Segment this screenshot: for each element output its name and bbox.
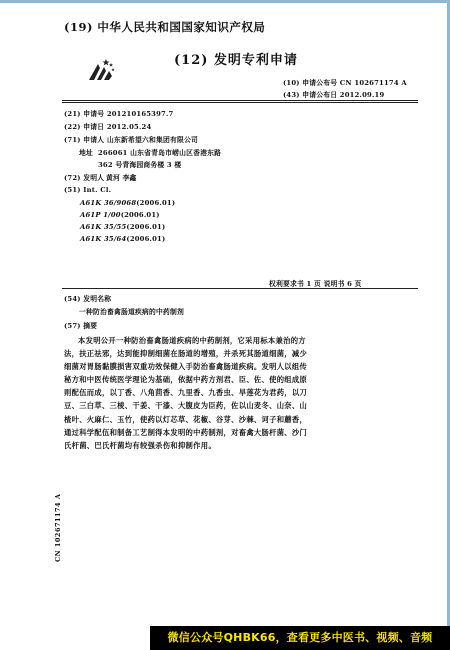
publication-number: (10) 申请公布号 CN 102671174 A bbox=[283, 79, 407, 87]
page-count: 权利要求书 1 页 说明书 6 页 bbox=[269, 280, 362, 288]
abstract-text: 本发明公开一种防治畜禽肠道疾病的中药制剂，它采用标本兼治的方法，扶正祛邪，达到能抑制细菌在肠道的增殖，并杀死其肠道细菌，减少细菌对胃肠黏膜损害双重功效保健入手防治畜禽肠道疾病。发明人以组传秘方和中医传统医学理论为基础，依据中药方剂君、臣、佐、使的组成原则配伍而成，以丁香、八角茴香、九里香、九香虫、旱莲花为君药，以刀豆、三白草、三棱、干姜、干漆、大腹皮为臣药，佐以山麦冬、山奈、山楂叶、火麻仁、玉竹，使药以灯芯草、花椒、谷芽、沙棘、诃子和蘑香，通过科学配伍和制备工艺制得本发明的中药制剂，对畜禽大肠杆菌、沙门氏杆菌、巴氏杆菌均有较强杀伤和抑制作用。 bbox=[64, 336, 308, 450]
applicant-label: (71) 申请人 bbox=[64, 136, 105, 144]
ipc-code: A61P 1/00 bbox=[80, 211, 121, 219]
abstract-label: (57) 摘要 bbox=[64, 322, 98, 330]
header-divider bbox=[62, 100, 418, 101]
ipc-date: (2006.01) bbox=[126, 223, 166, 231]
ipc-date: (2006.01) bbox=[126, 235, 166, 243]
application-date: (22) 申请日 2012.05.24 bbox=[64, 123, 152, 131]
ipc-row bbox=[80, 211, 160, 219]
applicant-name: 山东新希望六和集团有限公司 bbox=[107, 136, 198, 144]
ipc-row bbox=[80, 199, 175, 207]
address-line-1: 266061 山东省青岛市崂山区香港东路 bbox=[98, 149, 222, 157]
side-publication-number: CN 102671174 A bbox=[54, 493, 62, 562]
ipc-date: (2006.01) bbox=[136, 199, 176, 207]
inventor-names: 黄河 李鑫 bbox=[106, 174, 137, 182]
ipc-row bbox=[80, 235, 165, 243]
patent-office-emblem bbox=[86, 58, 116, 84]
invention-title-label: (54) 发明名称 bbox=[64, 295, 112, 303]
section-divider bbox=[62, 288, 418, 289]
intcl-label: (51) Int. Cl. bbox=[64, 186, 112, 194]
issuing-office: (19) 中华人民共和国国家知识产权局 bbox=[64, 20, 266, 34]
application-number: (21) 申请号 201210165397.7 bbox=[64, 110, 174, 118]
ipc-code: A61K 35/55 bbox=[80, 223, 127, 231]
publication-date: (43) 申请公布日 2012.09.19 bbox=[283, 91, 385, 99]
ipc-date: (2006.01) bbox=[120, 211, 160, 219]
address-line-2: 362 号青海园商务楼 3 楼 bbox=[98, 161, 182, 169]
header-divider-double bbox=[62, 102, 418, 103]
ipc-code: A61K 35/64 bbox=[80, 235, 127, 243]
window-top-border bbox=[0, 0, 450, 3]
invention-title: 一种防治畜禽肠道疾病的中药制剂 bbox=[79, 308, 184, 316]
ipc-row bbox=[80, 223, 165, 231]
inventor-label: (72) 发明人 bbox=[64, 174, 105, 182]
address-label: 地址 bbox=[79, 149, 93, 157]
document-type: (12) 发明专利申请 bbox=[174, 53, 298, 68]
wechat-banner: 微信公众号QHBK66，查看更多中医书、视频、音频 bbox=[150, 626, 450, 650]
ipc-code: A61K 36/9068 bbox=[80, 199, 137, 207]
